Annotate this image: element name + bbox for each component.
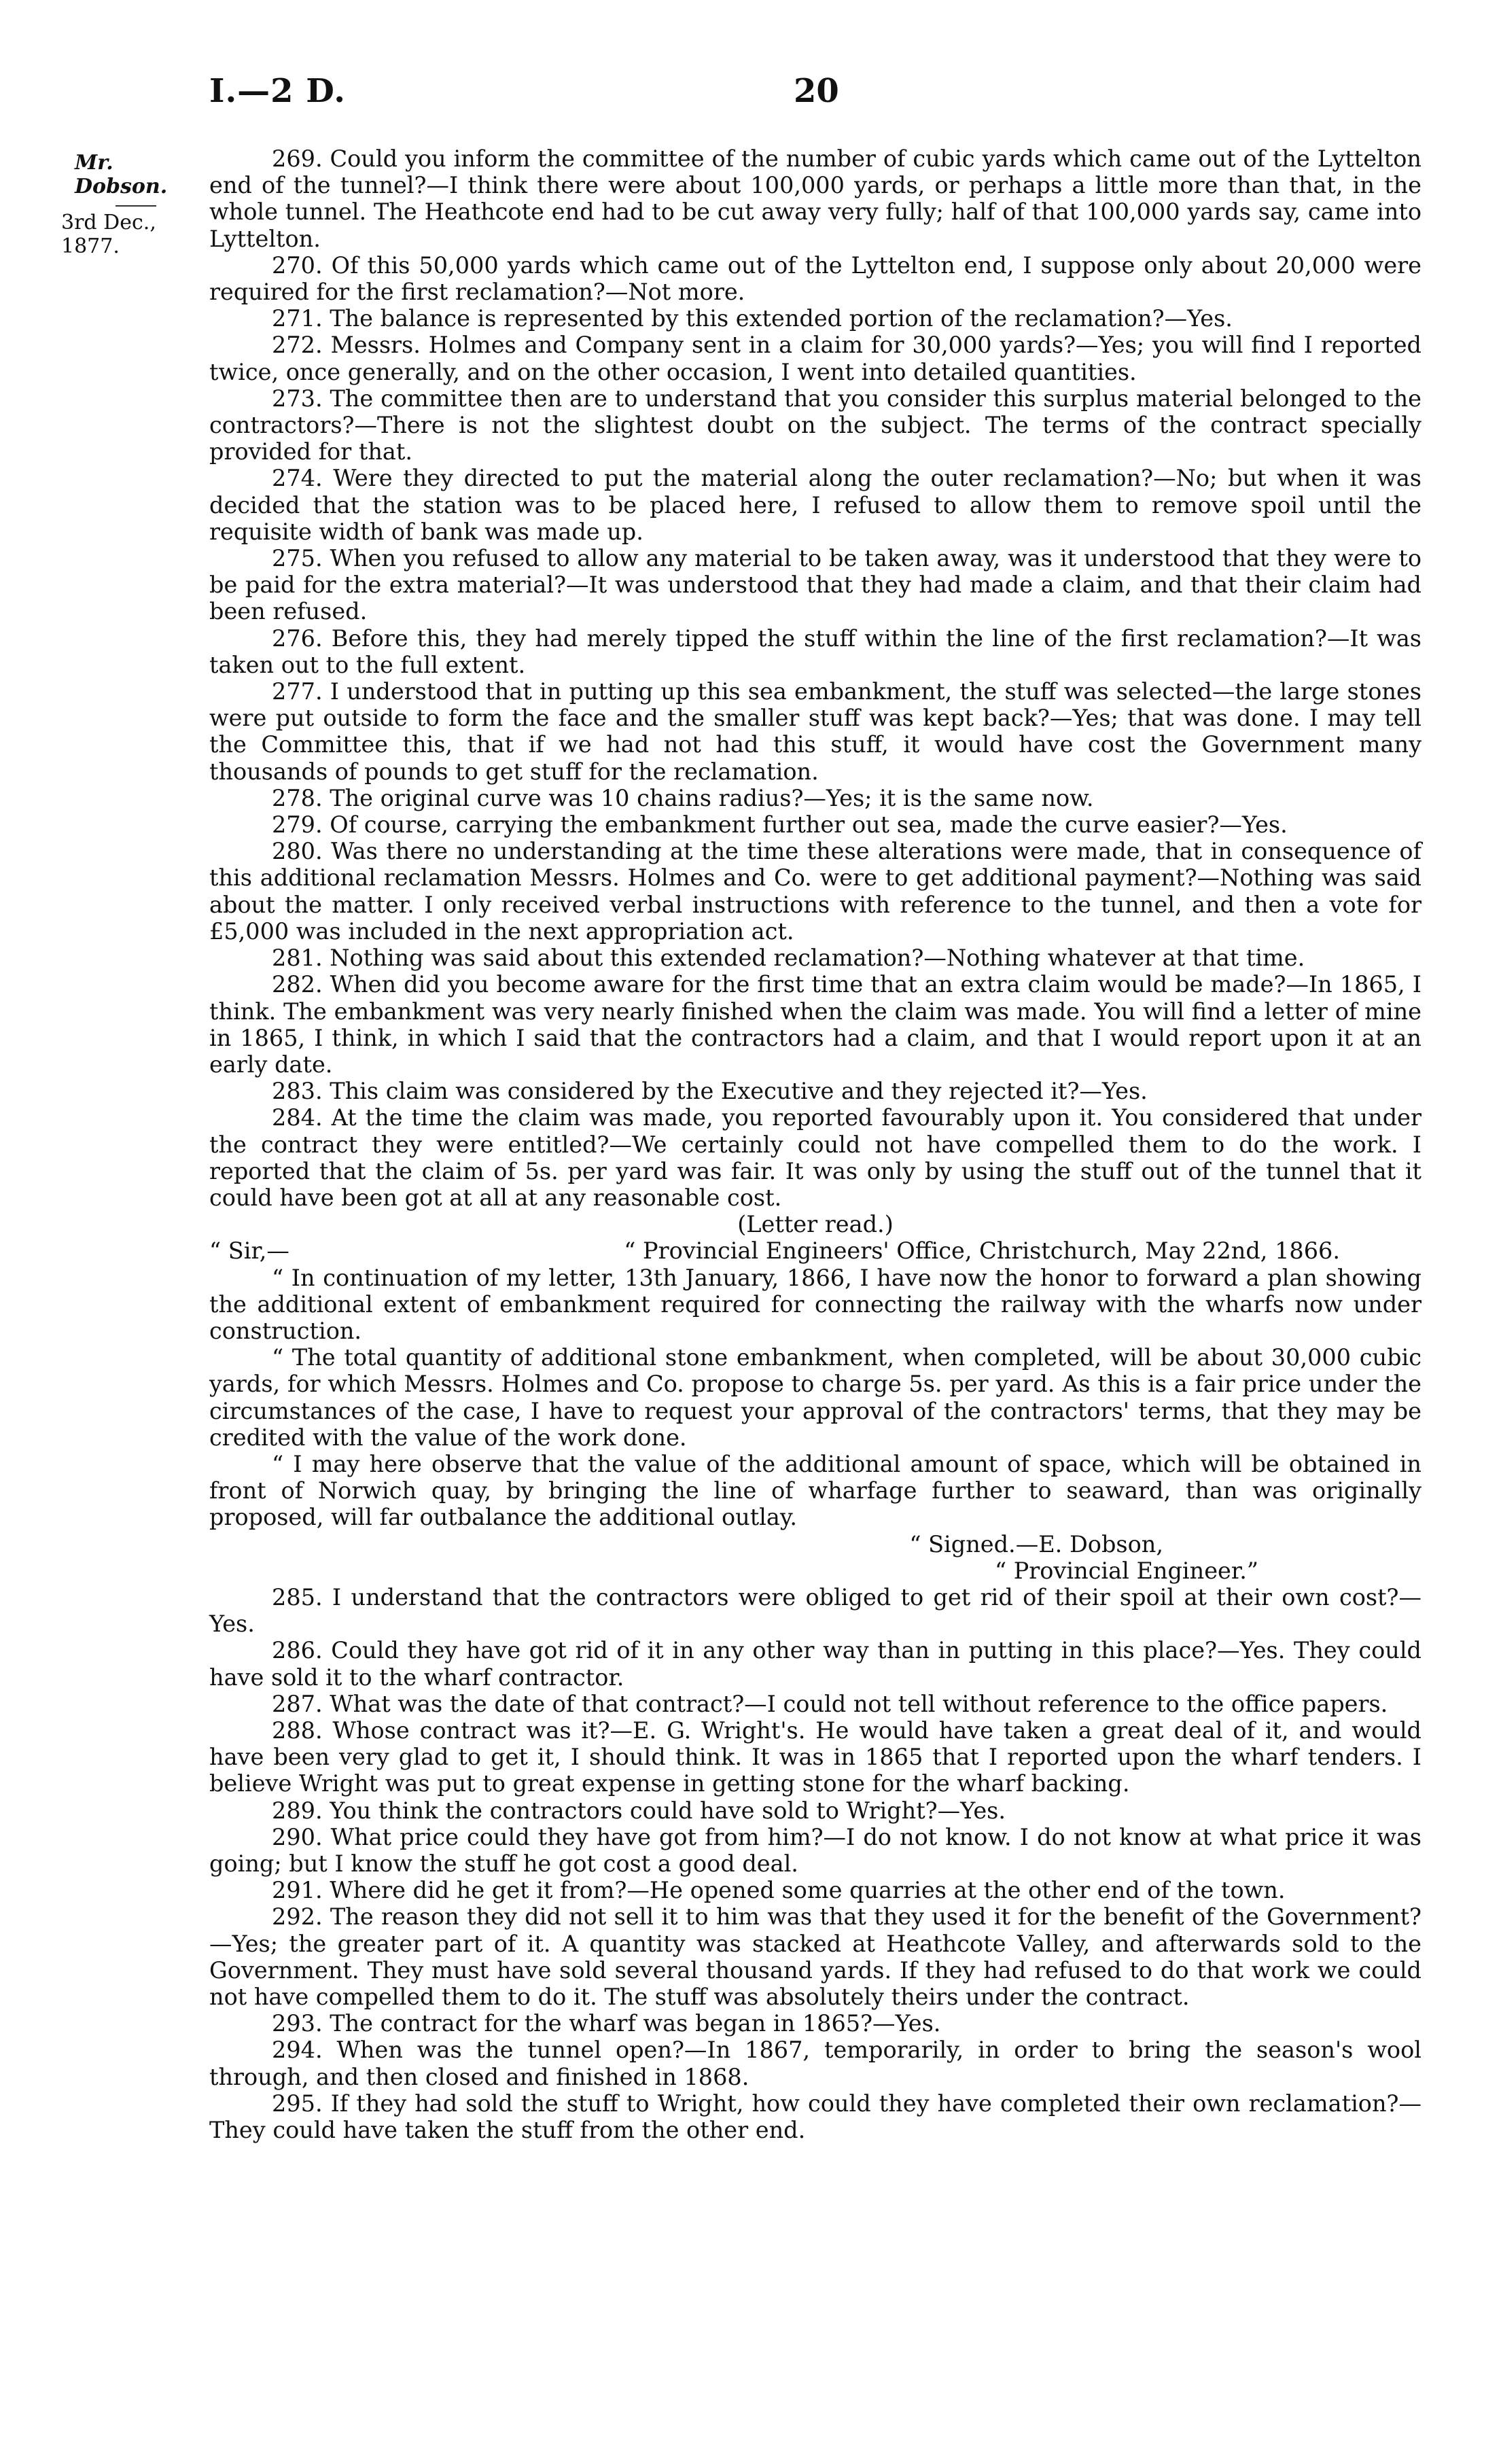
question-paragraph: 295. If they had sold the stuff to Wright, how could they have completed their own reclamation?—They could have taken the stuff from the other end. [209,2090,1421,2144]
question-paragraph: 272. Messrs. Holmes and Company sent in a claim for 30,000 yards?—Yes; you will find I reported twice, once generally, and on the other occasion, I went into detailed quantities. [209,332,1421,385]
question-paragraph: 269. Could you inform the committee of the number of cubic yards which came out of the Lyttelton end of the tunnel?—I think there were about 100,000 yards, or perhaps a little more than that, in the whole tunnel. The Heathcote end had to be cut away very fully; half of that 100,000 yards say, came into Lyttelton. [209,145,1421,252]
question-paragraph: 273. The committee then are to understand that you consider this surplus material belonged to the contractors?—There is not the slightest doubt on the subject. The terms of the contract specially provided for that. [209,385,1421,465]
letter-signed: “ Signed.—E. Dobson, [909,1530,1163,1557]
question-paragraph: 288. Whose contract was it?—E. G. Wright's. He would have taken a great deal of it, and would have been very glad to get it, I should think. It was in 1865 that I reported upon the wharf tenders. I believe Wright was put to great expense in getting stone for the wharf backing. [209,1717,1421,1797]
question-paragraph: 278. The original curve was 10 chains radius?—Yes; it is the same now. [272,784,1094,811]
margin-rule [116,205,156,207]
question-paragraph: 289. You think the contractors could have sold to Wright?—Yes. [272,1797,1006,1824]
question-paragraph: 285. I understand that the contractors were obliged to get rid of their spoil at their own cost?—Yes. [209,1583,1421,1638]
question-paragraph: 290. What price could they have got from him?—I do not know. I do not know at what price it was going; but I know the stuff he got cost a good deal. [209,1823,1421,1877]
witness-name: Mr. Dobson. [75,151,168,198]
letter-paragraph: “ In continuation of my letter, 13th January, 1866, I have now the honor to forward a plan showing the additional extent of embankment required for connecting the railway with the wharfs now under construction. [209,1264,1421,1344]
question-paragraph: 271. The balance is represented by this extended portion of the reclamation?—Yes. [272,305,1233,332]
question-paragraph: 279. Of course, carrying the embankment further out sea, made the curve easier?—Yes. [272,811,1288,839]
question-paragraph: 280. Was there no understanding at the time these alterations were made, that in consequence of this additional reclamation Messrs. Holmes and Co. were to get additional payment?—Nothing was said about the matter. I only received verbal instructions with reference to the tunnel, and then a vote for £5,000 was included in the next appropriation act. [209,838,1421,945]
question-paragraph: 284. At the time the claim was made, you reported favourably upon it. You considered that under the contract they were entitled?—We certainly could not have compelled them to do the work. I reported that the claim of 5s. per yard was fair. It was only by using the stuff out of the tunnel that it could have been got at all at any reasonable cost. [209,1104,1421,1211]
question-paragraph: 292. The reason they did not sell it to him was that they used it for the benefit of the Government?—Yes; the greater part of it. A quantity was stacked at Heathcote Valley, and afterwards sold to the Government. They must have sold several thousand yards. If they had refused to do that work we could not have compelled them to do it. The stuff was absolutely theirs under the contract. [209,1903,1421,2011]
evidence-date: 3rd Dec., 1877. [61,211,156,258]
question-paragraph: 293. The contract for the wharf was began in 1865?—Yes. [272,2010,941,2037]
page-header [209,72,1432,126]
letter-salutation: “ Sir,— [209,1237,289,1265]
question-paragraph: 291. Where did he get it from?—He opened some quarries at the other end of the town. [272,1877,1286,1904]
question-paragraph: 275. When you refused to allow any material to be taken away, was it understood that they were to be paid for the extra material?—It was understood that they had made a claim, and that their claim had been refused. [209,545,1421,625]
letter-signer-title: “ Provincial Engineer.” [994,1557,1258,1584]
question-paragraph: 281. Nothing was said about this extended reclamation?—Nothing whatever at that time. [272,945,1305,972]
letter-paragraph: “ The total quantity of additional stone embankment, when completed, will be about 30,000 cubic yards, for which Messrs. Holmes and Co. propose to charge 5s. per yard. As this is a fair price under the circumstances of the case, I have to request your approval of the contractors' terms, that they may be credited with the value of the work done. [209,1344,1421,1451]
question-paragraph: 287. What was the date of that contract?—I could not tell without reference to the office papers. [272,1690,1388,1717]
letter-heading: (Letter read.) [737,1211,894,1238]
question-paragraph: 294. When was the tunnel open?—In 1867, temporarily, in order to bring the season's wool through, and then closed and finished in 1868. [209,2037,1421,2090]
question-paragraph: 283. This claim was considered by the Executive and they rejected it?—Yes. [272,1078,1148,1105]
letter-paragraph: “ I may here observe that the value of the additional amount of space, which will be obtained in front of Norwich quay, by bringing the line of wharfage further to seaward, than was originally proposed, will far outbalance the additional outlay. [209,1450,1421,1531]
letter-salutation-line [209,1237,1421,1264]
evidence-body [209,145,1421,2143]
paper-reference: I.—2 D. [209,72,346,110]
page-number: 20 [794,72,839,110]
question-paragraph: 282. When did you become aware for the first time that an extra claim would be made?—In 1865, I think. The embankment was very nearly finished when the claim was made. You will find a letter of mine in 1865, I think, in which I said that the contractors had a claim, and that I would report upon it at an early date. [209,971,1421,1078]
question-paragraph: 274. Were they directed to put the material along the outer reclamation?—No; but when it was decided that the station was to be placed here, I refused to allow them to remove spoil until the requisite width of bank was made up. [209,465,1421,545]
question-paragraph: 276. Before this, they had merely tipped the stuff within the line of the first reclamation?—It was taken out to the full extent. [209,624,1421,678]
question-paragraph: 277. I understood that in putting up this sea embankment, the stuff was selected—the large stones were put outside to form the face and the smaller stuff was kept back?—Yes; that was done. I may tell the Committee this, that if we had not had this stuff, it would have cost the Government many thousands of pounds to get stuff for the reclamation. [209,678,1421,785]
letter-address: “ Provincial Engineers' Office, Christchurch, May 22nd, 1866. [624,1237,1340,1265]
question-paragraph: 286. Could they have got rid of it in any other way than in putting in this place?—Yes. They could have sold it to the wharf contractor. [209,1637,1421,1691]
question-paragraph: 270. Of this 50,000 yards which came out of the Lyttelton end, I suppose only about 20,000 were required for the first reclamation?—Not more. [209,251,1421,306]
margin-note [48,151,204,258]
